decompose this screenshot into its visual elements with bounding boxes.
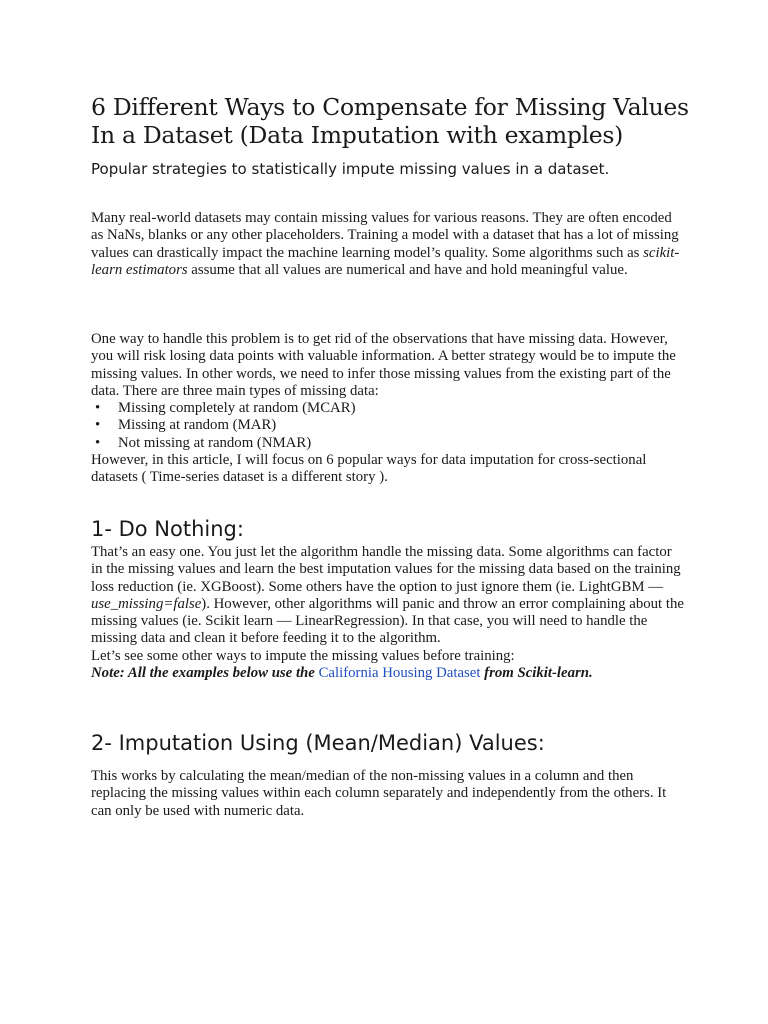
- bullet-icon: •: [95, 400, 101, 417]
- intro-paragraph-2: One way to handle this problem is to get rid of the observations that have missing data. However, you will risk losing data points with valuable information. A better strategy would be to impute the missing values. In other words, we need to infer those missing values from the existing part of the data. There are three main types of missing data:: [91, 331, 676, 399]
- section-2-paragraph-1: This works by calculating the mean/median of the non-missing values in a column and then replacing the missing values within each column separately and independently from the others. It can only be used with numeric data.: [91, 768, 667, 819]
- intro-paragraph-1-emphasis: scikit-learn estimators: [91, 244, 680, 278]
- intro-paragraph-3: However, in this article, I will focus on 6 popular ways for data imputation for cross-sectional datasets ( Time-series dataset is a different story ).: [91, 452, 647, 486]
- section-1-paragraph-1: [91, 544, 686, 648]
- california-housing-dataset-link[interactable]: California Housing Dataset: [318, 665, 481, 682]
- intro-paragraph-1-text-a: Many real-world datasets may contain missing values for various reasons. They are often encoded as NaNs, blanks or any other placeholders. Training a model with a dataset that has a lot of missing values can drastically impact the machine learning model’s quality. Some algorithms such as: [91, 210, 679, 261]
- section-1-paragraph-2: Let’s see some other ways to impute the missing values before training:: [91, 647, 515, 664]
- intro-block-2: [91, 331, 686, 487]
- missing-data-types-list: [91, 400, 686, 452]
- dataset-note: [91, 665, 686, 682]
- list-item: [91, 400, 686, 417]
- dataset-note-end: .: [588, 665, 593, 682]
- section-1-heading: 1- Do Nothing:: [91, 517, 244, 541]
- section-1-body: [91, 544, 686, 682]
- document-subtitle: Popular strategies to statistically impute missing values in a dataset.: [91, 160, 610, 178]
- list-item-text: Missing completely at random (MCAR): [118, 400, 356, 417]
- list-item: [91, 435, 686, 452]
- list-item: [91, 417, 686, 434]
- bullet-icon: •: [95, 417, 101, 434]
- section-2-heading: 2- Imputation Using (Mean/Median) Values:: [91, 731, 545, 755]
- intro-paragraph-1: [91, 210, 686, 279]
- document-title: 6 Different Ways to Compensate for Missing Values In a Dataset (Data Imputation with examples): [91, 93, 689, 149]
- section-1-paragraph-1-emphasis: use_missing=false: [91, 595, 202, 612]
- list-item-text: Missing at random (MAR): [118, 417, 277, 434]
- intro-paragraph-1-text-b: assume that all values are numerical and have and hold meaningful value.: [187, 261, 628, 278]
- section-1-paragraph-1-text-a: That’s an easy one. You just let the algorithm handle the missing data. Some algorithms can factor in the missing values and learn the best imputation values for the missing data based on the training loss reduction (ie. XGBoost). Some others have the option to just ignore them (ie. LightGBM —: [91, 544, 681, 595]
- bullet-icon: •: [95, 434, 101, 451]
- dataset-note-text-a: Note: All the examples below use the: [91, 665, 319, 682]
- section-1-paragraph-1-text-b: ). However, other algorithms will panic and throw an error complaining about the missing values (ie. Scikit learn — LinearRegression). In that case, you will need to handle the missing data and clean it before feeding it to the algorithm.: [91, 595, 684, 647]
- dataset-note-text-b: from Scikit-learn: [480, 665, 589, 682]
- list-item-text: Not missing at random (NMAR): [118, 434, 312, 451]
